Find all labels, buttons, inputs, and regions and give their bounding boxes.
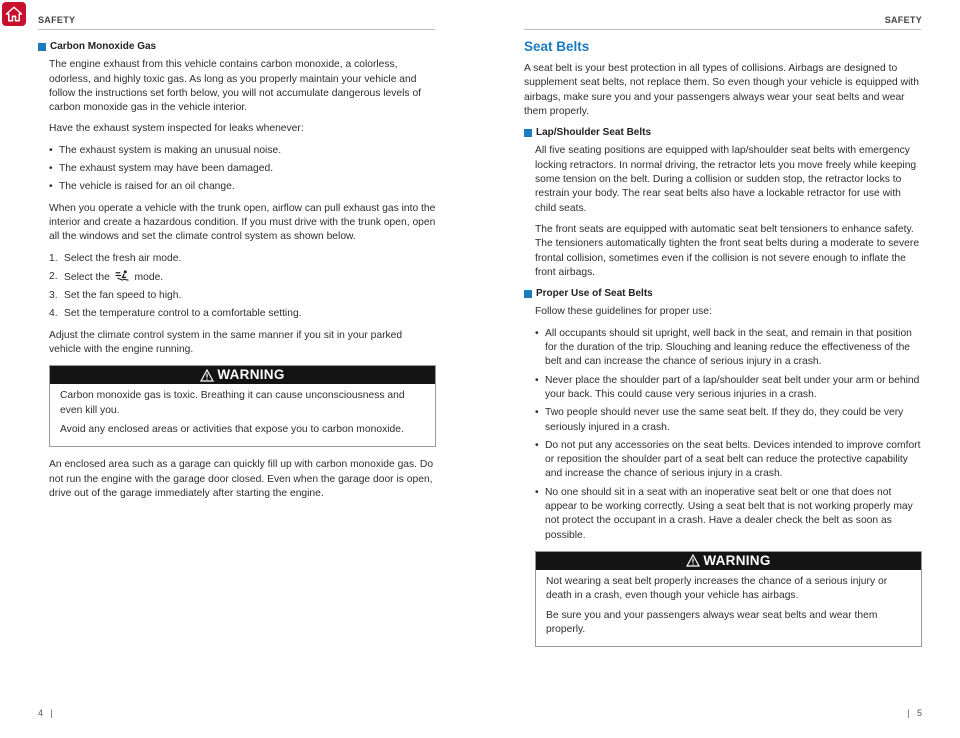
floor-defrost-mode-icon xyxy=(115,270,130,281)
step-text: Set the temperature control to a comfortable setting. xyxy=(64,308,302,320)
warning-title: WARNING xyxy=(703,552,771,568)
proper-use-heading-text: Proper Use of Seat Belts xyxy=(536,288,653,300)
left-page-number: 4 | xyxy=(38,708,53,718)
right-header-rule xyxy=(524,29,921,30)
inspect-bullet-list xyxy=(49,144,436,195)
co-intro-paragraph: The engine exhaust from this vehicle contains carbon monoxide, a colorless, odorless, and highly toxic gas. As long as you properly maintain your vehicle and follow the instructions set forth below, you will not accumulate dangerous levels of carbon monoxide gas in the vehicle interior. xyxy=(49,59,422,114)
co-section-body xyxy=(38,58,436,501)
lap-paragraph-1: All five seating positions are equipped with lap/shoulder seat belts with emergency locking retractors. In normal driving, the retractor lets you move freely while keeping some tension on the belt. During a collision or sudden stop, the retractor locks to restrain your body. The rear seat belts also have a lockable retractor for use with child seats. xyxy=(535,145,917,214)
step-text-post: mode. xyxy=(134,271,164,283)
warning-body xyxy=(536,570,921,646)
step-text: Set the fan speed to high. xyxy=(64,290,182,302)
seat-belts-title: Seat Belts xyxy=(524,39,590,54)
adjust-paragraph: Adjust the climate control system in the same manner if you sit in your parked vehicle with the engine running. xyxy=(49,329,403,356)
section-square-icon xyxy=(524,290,532,298)
warning-bar xyxy=(50,366,435,384)
right-page-number: | 5 xyxy=(907,708,922,718)
step-number: 1. xyxy=(49,252,58,264)
warning-title: WARNING xyxy=(217,367,285,383)
proper-use-heading xyxy=(524,287,922,301)
step-item xyxy=(49,270,436,285)
home-button[interactable] xyxy=(2,2,26,26)
left-header-rule xyxy=(38,29,435,30)
step-number: 4. xyxy=(49,308,58,320)
step-number: 2. xyxy=(49,270,58,282)
seatbelt-warning-box xyxy=(535,551,922,647)
warning-triangle-icon xyxy=(686,554,700,567)
step-text-pre: Select the xyxy=(64,271,110,283)
proper-use-body xyxy=(524,305,922,647)
inspect-intro-paragraph: Have the exhaust system inspected for leaks whenever: xyxy=(49,123,304,135)
lap-shoulder-body xyxy=(524,144,922,280)
garage-paragraph: An enclosed area such as a garage can quickly fill up with carbon monoxide gas. Do not run the engine with the garage door closed. Even when the garage door is open, drive out of the garage immediately after starting the engine. xyxy=(49,459,434,499)
lap-shoulder-heading xyxy=(524,126,922,140)
step-text: Select the fresh air mode. xyxy=(64,252,182,264)
proper-use-bullet-list xyxy=(535,327,922,543)
lap-shoulder-heading-text: Lap/Shoulder Seat Belts xyxy=(536,127,652,139)
home-icon xyxy=(5,5,23,23)
climate-steps-list xyxy=(49,252,436,322)
lap-paragraph-2: The front seats are equipped with automatic seat belt tensioners to enhance safety. The tensioners automatically tighten the front seat belts during a moderate to severe frontal collision, sometimes even if the collision is not severe enough to inflate the front airbags. xyxy=(535,223,920,278)
co-heading xyxy=(38,40,436,54)
warning-bar xyxy=(536,552,921,570)
left-section-label: SAFETY xyxy=(38,15,76,25)
list-item: • Do not put any accessories on the seat belts. Devices intended to improve comfort or reposition the shoulder part of a seat belt can reduce the protective capability and increase the chance of serious injury in a crash. xyxy=(535,439,922,482)
step-item xyxy=(49,307,436,321)
section-square-icon xyxy=(524,129,532,137)
warning-line: Be sure you and your passengers always wear seat belts and wear them properly. xyxy=(546,609,878,635)
warning-line: Not wearing a seat belt properly increases the chance of a serious injury or death in a crash, even though your vehicle has airbags. xyxy=(546,575,888,602)
right-section-label: SAFETY xyxy=(884,15,922,25)
proper-intro: Follow these guidelines for proper use: xyxy=(535,306,712,318)
section-square-icon xyxy=(38,43,46,51)
warning-body xyxy=(50,384,435,446)
step-number: 3. xyxy=(49,290,58,302)
list-item: • No one should sit in a seat with an inoperative seat belt or one that does not appear to be working correctly. Using a seat belt that is not working properly may not protect the occupant in a crash. Have a dealer check the belt as soon as possible. xyxy=(535,486,922,543)
warning-line: Avoid any enclosed areas or activities that expose you to carbon monoxide. xyxy=(60,423,404,435)
left-page-column xyxy=(38,40,436,508)
co-warning-box xyxy=(49,365,436,447)
list-item: • The exhaust system may have been damaged. xyxy=(49,162,436,176)
left-page-number-value: 4 xyxy=(38,708,44,718)
list-item: • All occupants should sit upright, well back in the seat, and remain in that position for the duration of the trip. Slouching and leaning reduce the effectiveness of the belt and can increase the chance of serious injury in a crash. xyxy=(535,327,922,370)
step-item xyxy=(49,252,436,266)
warning-line: Carbon monoxide gas is toxic. Breathing it can cause unconsciousness and even kill you. xyxy=(60,390,405,416)
right-page-number-value: 5 xyxy=(916,708,922,718)
list-item: • The exhaust system is making an unusual noise. xyxy=(49,144,436,158)
list-item: • Never place the shoulder part of a lap/shoulder seat belt under your arm or behind your back. This could cause very serious injuries in a crash. xyxy=(535,374,922,403)
warning-triangle-icon xyxy=(200,369,214,382)
right-page-column xyxy=(524,38,922,658)
trunk-paragraph: When you operate a vehicle with the trunk open, airflow can pull exhaust gas into the interior and create a hazardous condition. If you must drive with the trunk open, open all the windows and set the climate control system as shown below. xyxy=(49,202,436,243)
list-item: • Two people should never use the same seat belt. If they do, they could be very seriously injured in a crash. xyxy=(535,406,922,435)
list-item: • The vehicle is raised for an oil change. xyxy=(49,180,436,194)
step-item xyxy=(49,289,436,303)
seat-belts-intro: A seat belt is your best protection in all types of collisions. Airbags are designed to supplement seat belts, not replace them. So even though your vehicle is equipped with airbags, make sure you and your passengers always wear your seat belts and wear them properly. xyxy=(524,63,919,117)
co-heading-text: Carbon Monoxide Gas xyxy=(50,41,157,52)
